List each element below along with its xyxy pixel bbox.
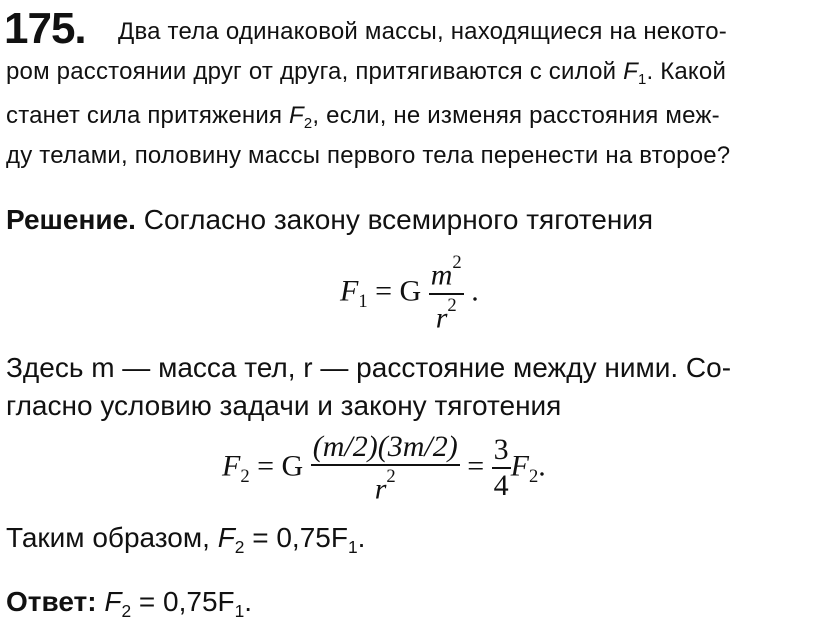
eq1-lhs: F [340,274,359,308]
force-symbol: F [289,102,304,129]
thus-text: Таким образом, [6,522,210,553]
eq2-mid: = [459,449,492,483]
problem-line-3-end: , если, не изменяя расстояния меж- [312,102,720,129]
eq1-denominator-sup: 2 [447,294,457,316]
thus-end: . [357,522,366,553]
eq2-coef-num: 3 [493,433,509,467]
eq2-coefficient [492,433,511,503]
answer-line [6,586,252,622]
eq2-denominator-sup: 2 [386,466,396,487]
problem-line-4 [6,142,730,170]
thus-force: F [217,522,235,553]
answer-equation: = 0,75F [131,586,235,617]
eq2-denominator: r [374,472,387,506]
thus-equation: = 0,75F [244,522,348,553]
thus-line [6,522,365,558]
eq2-rhs: F [510,449,529,483]
eq2-fraction [311,430,460,507]
eq1-equals: = G [367,274,422,308]
here-line-2-text: гласно условию задачи и закону тяготения [6,390,562,421]
equation-2 [222,430,546,507]
thus-force-sub-2: 1 [347,537,358,558]
answer-force-sub-2: 1 [234,601,245,622]
thus-force-sub: 2 [234,537,245,558]
problem-line-3 [6,102,720,132]
answer-end: . [244,586,253,617]
problem-line-2-end: . Какой [646,58,727,85]
here-line-1 [6,352,731,384]
eq1-numerator: m [430,258,453,292]
problem-number-text: 175. [4,4,86,53]
answer-force-sub: 2 [121,601,132,622]
equation-1 [340,252,479,335]
eq1-end: . [463,274,479,308]
solution-label: Решение. [6,204,136,235]
eq1-lhs-sub: 1 [358,291,368,313]
solution-intro-text: Согласно закону всемирного тяготения [135,204,654,235]
force-symbol: F [623,58,638,85]
problem-line-3-text: станет сила притяжения [6,102,283,129]
problem-line-2-text: ром расстоянии друг от друга, притягиваются с силой [6,58,617,85]
problem-line-2 [6,58,726,88]
eq2-end: . [538,449,546,483]
here-line-1-text: Здесь m — масса тел, r — расстояние между ними. Со- [6,352,732,383]
force-subscript: 1 [637,72,647,89]
eq1-denominator: r [435,301,448,335]
eq2-lhs-sub: 2 [240,465,250,487]
problem-number [4,4,86,54]
eq1-fraction [429,252,464,335]
eq2-numerator: (m/2)(3m/2) [312,430,458,463]
eq2-rhs-sub: 2 [528,465,539,487]
eq2-coef-den: 4 [493,469,509,503]
eq2-equals: = G [249,449,304,483]
answer-force: F [104,586,122,617]
problem-line-4-text: ду телами, половину массы первого тела перенести на второе? [6,142,731,169]
problem-line-1-text: Два тела одинаковой массы, находящиеся на некото- [118,18,727,45]
eq2-lhs: F [222,449,241,483]
eq1-numerator-sup: 2 [452,252,462,273]
solution-intro [6,204,653,236]
answer-label: Ответ: [6,586,97,617]
here-line-2 [6,390,561,422]
problem-line-1 [118,18,727,46]
force-subscript: 2 [303,116,313,133]
